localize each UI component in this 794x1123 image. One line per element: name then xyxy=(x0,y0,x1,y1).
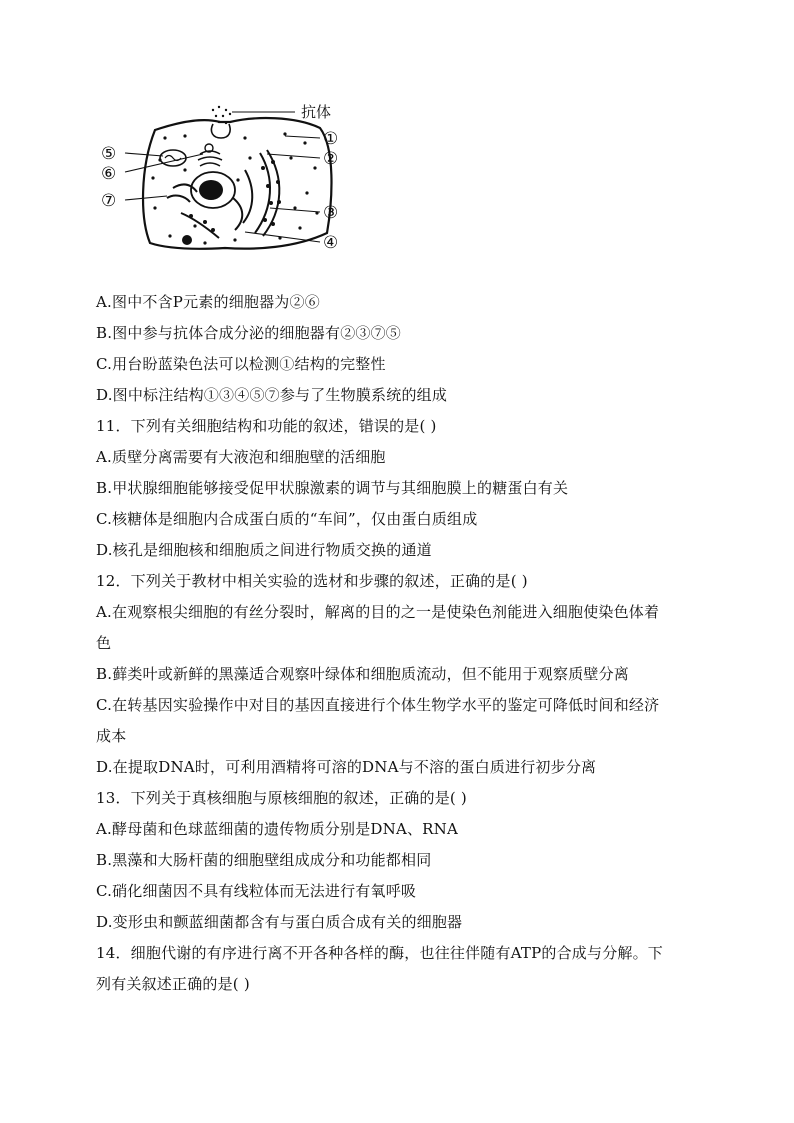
label-antibody: 抗体 xyxy=(301,103,332,121)
q12-option-c-line1: C.在转基因实验操作中对目的基因直接进行个体生物学水平的鉴定可降低时间和经济 xyxy=(96,696,660,714)
q12-stem: 12．下列关于教材中相关实验的选材和步骤的叙述，正确的是( ) xyxy=(96,572,528,590)
golgi-apparatus xyxy=(198,151,222,166)
label-5: ⑤ xyxy=(101,144,117,164)
q10-option-a: A.图中不含P元素的细胞器为②⑥ xyxy=(96,293,320,311)
cell-diagram-svg xyxy=(95,98,365,260)
q13-stem: 13．下列关于真核细胞与原核细胞的叙述，正确的是( ) xyxy=(96,789,467,807)
q11-option-a: A.质壁分离需要有大液泡和细胞壁的活细胞 xyxy=(96,448,386,466)
lysosome xyxy=(182,235,192,245)
q11-stem: 11．下列有关细胞结构和功能的叙述，错误的是( ) xyxy=(96,417,437,435)
q12-option-d: D.在提取DNA时，可利用酒精将可溶的DNA与不溶的蛋白质进行初步分离 xyxy=(96,758,597,776)
cell-membrane xyxy=(143,118,331,249)
label-3: ③ xyxy=(323,203,339,223)
label-2: ② xyxy=(323,149,339,169)
q11-option-d: D.核孔是细胞核和细胞质之间进行物质交换的通道 xyxy=(96,541,432,559)
label-4: ④ xyxy=(323,233,339,253)
q13-option-c: C.硝化细菌因不具有线粒体而无法进行有氧呼吸 xyxy=(96,882,417,900)
q13-option-b: B.黑藻和大肠杆菌的细胞壁组成成分和功能都相同 xyxy=(96,851,432,869)
q14-stem-line1: 14．细胞代谢的有序进行离不开各种各样的酶，也往往伴随有ATP的合成与分解。下 xyxy=(96,944,664,962)
q10-option-d: D.图中标注结构①③④⑤⑦参与了生物膜系统的组成 xyxy=(96,386,448,404)
label-1: ① xyxy=(323,129,339,149)
q12-option-b: B.藓类叶或新鲜的黑藻适合观察叶绿体和细胞质流动，但不能用于观察质壁分离 xyxy=(96,665,629,683)
label-6: ⑥ xyxy=(101,164,117,184)
label-7: ⑦ xyxy=(101,191,117,211)
q13-option-a: A.酵母菌和色球蓝细菌的遗传物质分别是DNA、RNA xyxy=(96,820,459,838)
q11-option-c: C.核糖体是细胞内合成蛋白质的“车间”，仅由蛋白质组成 xyxy=(96,510,478,528)
secretory-vesicle xyxy=(211,124,230,138)
q12-option-a-line2: 色 xyxy=(96,634,112,652)
q11-option-b: B.甲状腺细胞能够接受促甲状腺激素的调节与其细胞膜上的糖蛋白有关 xyxy=(96,479,569,497)
cell-diagram xyxy=(95,98,365,260)
q13-option-d: D.变形虫和颤蓝细菌都含有与蛋白质合成有关的细胞器 xyxy=(96,913,463,931)
q14-stem-line2: 列有关叙述正确的是( ) xyxy=(96,975,250,993)
q12-option-a-line1: A.在观察根尖细胞的有丝分裂时，解离的目的之一是使染色剂能进入细胞使染色体着 xyxy=(96,603,660,621)
q10-option-b: B.图中参与抗体合成分泌的细胞器有②③⑦⑤ xyxy=(96,324,401,342)
q10-option-c: C.用台盼蓝染色法可以检测①结构的完整性 xyxy=(96,355,386,373)
nucleolus xyxy=(199,180,223,200)
q12-option-c-line2: 成本 xyxy=(96,727,127,745)
